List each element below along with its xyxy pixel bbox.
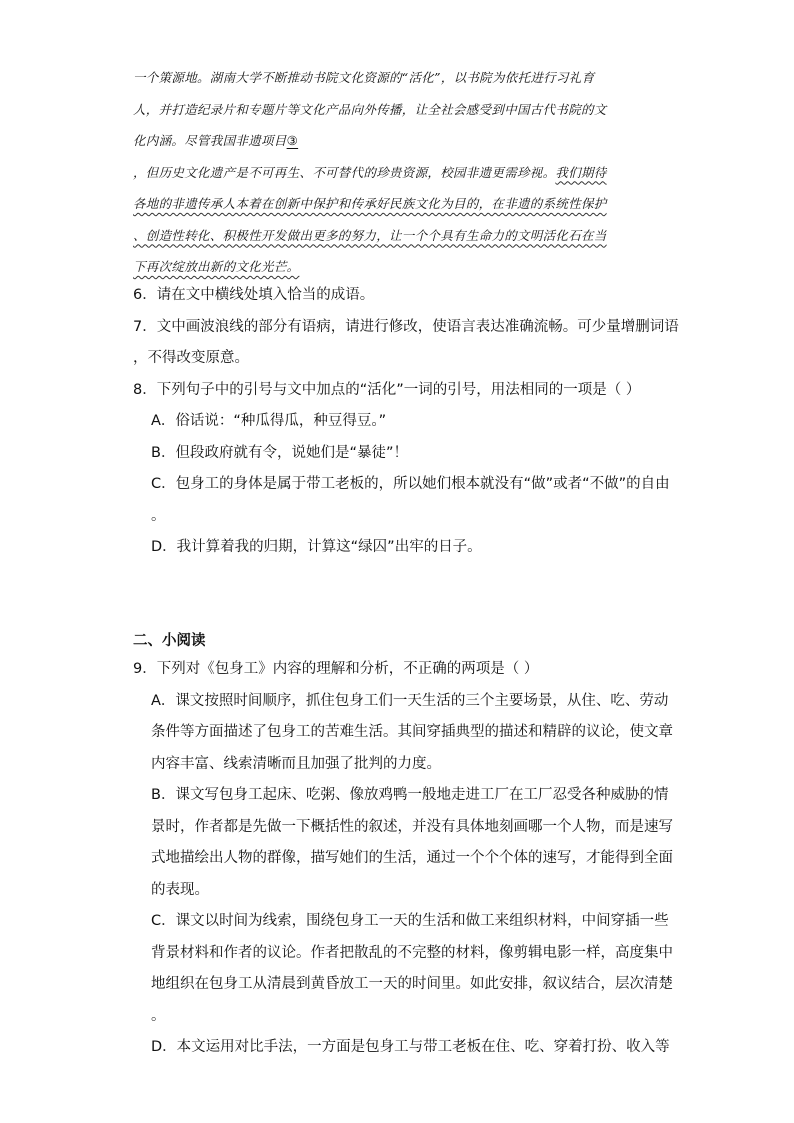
question-line: 7．文中画波浪线的部分有语病，请进行修改，使语言表达准确流畅。可少量增删词语 [133,318,679,335]
wavy-underlined-text: 、创造性转化、积极性开发做出更多的努力，让一个个具有生命力的文明活化石在当 [133,227,607,243]
wavy-underlined-text: 下再次绽放出新的文化光芒。 [133,259,300,274]
option-b: B．但段政府就有令，说她们是“暴徒”！ [151,444,408,461]
option-line: 景时，作者都是先做一下概括性的叙述，并没有具体地刻画哪一个人物，而是速写 [151,818,673,835]
passage-line [133,125,658,157]
option-d: D．我计算着我的归期，计算这“绿囚”出牢的日子。 [151,539,482,555]
passage-line [133,220,658,252]
option-line: 背景材料和作者的议论。作者把散乱的不完整的材料，像剪辑电影一样，高度集中 [151,944,673,961]
passage-text: 一个策源地。湖南大学不断推动书院文化资源的“活化”，以书院为依托进行习礼育 [133,70,595,85]
option-line: D．本文运用对比手法，一方面是包身工与带工老板在住、吃、穿着打扮、收入等 [151,1039,670,1055]
option-line: 式地描绘出人物的群像，描写她们的生活，通过一个个个体的速写，才能得到全面 [151,850,673,866]
question-line: 8．下列句子中的引号与文中加点的“活化”一词的引号，用法相同的一项是（ ） [133,381,641,398]
option-line: 条件等方面描述了包身工的苦难生活。其间穿插典型的描述和精辟的议论，使文章 [151,724,673,740]
option-c: C．包身工的身体是属于带工老板的，所以她们根本就没有“做”或者“不做”的自由 [151,476,670,492]
option-line: 的表现。 [151,881,209,898]
passage-text: 人，并打造纪录片和专题片等文化产品向外传播，让全社会感受到中国古代书院的文 [133,101,607,117]
question-stem: 9．下列对《包身工》内容的理解和分析，不正确的两项是（ ） [133,661,539,677]
questions-6-8 [133,280,679,564]
wavy-underlined-text: 我们期待 [555,164,607,180]
option-line: 内容丰富、线索清晰而且加强了批判的力度。 [151,755,441,772]
option-line: 。 [151,1007,166,1024]
passage-line [133,94,658,126]
section-title: 二、小阅读 [133,633,206,649]
wavy-underlined-text: 各地的非遗传承人本着在创新中保护和传承好民族文化为目的，在非遗的系统性保护 [133,196,607,211]
question-9 [133,654,673,1064]
question-line: ，不得改变原意。 [133,350,249,366]
passage-text: ，但历史文化遗产是不可再生、不可替代的珍贵资源，校园非遗更需珍视。 [133,164,556,180]
option-line: B．课文写包身工起床、吃粥、像放鸡鸭一般地走进工厂在工厂忍受各种威胁的情 [151,787,669,803]
option-line: C．课文以时间为线索，围绕包身工一天的生活和做工来组织材料，中间穿插一些 [151,913,669,929]
option-line: 地组织在包身工从清晨到黄昏放工一天的时间里。如此安排，叙议结合，层次清楚 [151,976,673,992]
passage-line [133,188,658,220]
option-c-continued: 。 [151,507,166,524]
passage-line [133,157,658,189]
reading-passage [133,62,658,283]
passage-line [133,62,658,94]
passage-text: 化内涵。尽管我国非遗项目 [133,133,287,148]
option-line: A．课文按照时间顺序，抓住包身工们一天生活的三个主要场景，从住、吃、劳动 [151,692,669,709]
question-line: 6．请在文中横线处填入恰当的成语。 [133,287,375,303]
blank-3: ③ [286,133,299,148]
passage-line [133,251,658,283]
option-a: A．俗话说：“种瓜得瓜，种豆得豆。” [151,413,387,429]
